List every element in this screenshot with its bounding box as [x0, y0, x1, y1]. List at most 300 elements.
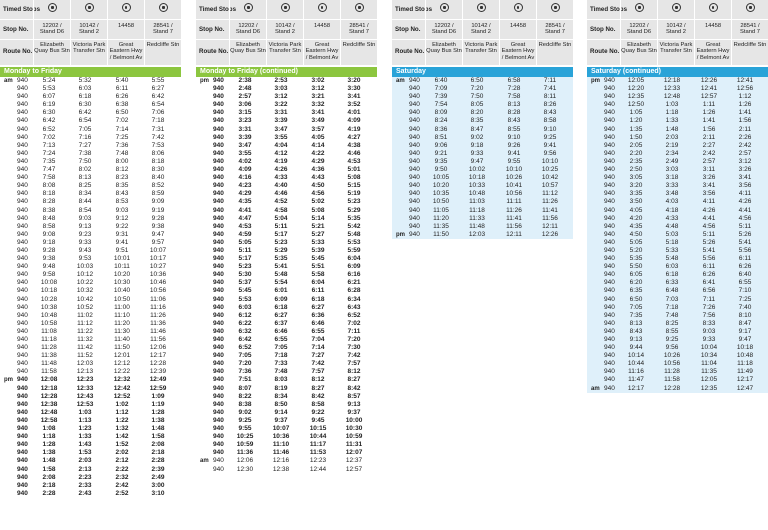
- stop-numbers: [229, 20, 377, 39]
- departure-time: 6:05: [629, 271, 643, 279]
- departure-time: 9:25: [665, 336, 679, 343]
- departure-time: 5:03: [665, 230, 679, 238]
- departure-time: 11:35: [433, 222, 449, 230]
- table-row: [0, 255, 181, 263]
- departure-time: 3:11: [702, 166, 716, 174]
- route-number: 940: [17, 416, 28, 424]
- departure-time: 12:47: [736, 384, 754, 392]
- departure-time: 2:28: [151, 457, 165, 465]
- departure-time: 11:08: [41, 327, 57, 335]
- departure-time: 11:48: [469, 222, 485, 230]
- departure-time: 1:53: [78, 449, 92, 457]
- departure-time: 11:52: [77, 352, 93, 360]
- route-number: 940: [17, 133, 28, 141]
- departure-time: 9:17: [738, 327, 752, 335]
- departure-time: 1:28: [151, 408, 165, 416]
- departure-time: 1:12: [738, 93, 752, 101]
- departure-time: 12:03: [76, 360, 94, 368]
- departure-time: 5:33: [665, 246, 679, 254]
- departure-time: 12:26: [541, 230, 559, 238]
- departure-time: 6:27: [274, 311, 288, 319]
- departure-time: 1:18: [665, 109, 679, 117]
- departure-time: 5:24: [42, 77, 56, 84]
- departure-time: 11:26: [150, 311, 166, 319]
- stop-icon-cell: [657, 0, 694, 19]
- departure-time: 7:26: [702, 303, 716, 311]
- stop-name: Redcliffe Stn: [731, 40, 768, 65]
- route-number: 940: [17, 222, 28, 230]
- stop-names: [620, 40, 768, 65]
- departure-time: 10:18: [40, 287, 58, 295]
- departure-time: 12:17: [627, 384, 645, 392]
- bus-stop-icon: [85, 3, 94, 12]
- route-number: 940: [604, 327, 615, 335]
- departure-time: 9:41: [507, 149, 521, 157]
- departure-time: 6:01: [274, 287, 288, 295]
- departure-time: 9:06: [434, 141, 448, 149]
- departure-time: 9:13: [78, 222, 92, 230]
- table-row: [196, 320, 377, 328]
- route-number: 940: [17, 327, 28, 335]
- departure-time: 6:52: [238, 344, 252, 352]
- route-number: 940: [17, 125, 28, 133]
- departure-time: 8:47: [470, 125, 484, 133]
- table-row: [392, 134, 573, 142]
- route-number: 940: [17, 433, 28, 441]
- table-row: [0, 150, 181, 158]
- stop-name: Victoria Park Transfer Stn: [462, 40, 499, 65]
- departure-time: 10:59: [345, 433, 363, 441]
- departure-time: 9:56: [543, 149, 557, 157]
- route-number: 940: [17, 481, 28, 489]
- timetable-panel: [196, 0, 377, 530]
- departure-time: 11:41: [542, 206, 558, 214]
- departure-time: 9:33: [78, 238, 92, 246]
- bus-stop-icon: [672, 3, 681, 12]
- stop-number: 12202 / Stand D6: [33, 20, 70, 39]
- departure-time: 9:44: [629, 344, 643, 352]
- departure-time: 7:48: [274, 368, 288, 376]
- table-row: [587, 296, 768, 304]
- departure-time: 4:26: [738, 198, 752, 206]
- departure-time: 5:11: [238, 246, 252, 254]
- route-number: 940: [17, 157, 28, 165]
- departure-time: 6:07: [42, 93, 56, 101]
- table-row: [0, 271, 181, 279]
- table-row: [0, 142, 181, 150]
- departure-time: 8:34: [78, 190, 92, 198]
- route-number: 940: [213, 400, 224, 408]
- departure-time: 9:47: [738, 336, 752, 343]
- departure-time: 8:28: [42, 198, 56, 206]
- departure-time: 8:44: [78, 198, 92, 206]
- departure-time: 11:28: [41, 344, 57, 352]
- route-number: 940: [17, 473, 28, 481]
- departure-time: 1:50: [629, 133, 643, 141]
- departure-time: 11:38: [41, 352, 57, 360]
- departure-time: 6:04: [347, 255, 361, 263]
- departure-time: 5:54: [274, 279, 288, 287]
- timed-stop-icon: [709, 3, 718, 12]
- route-number: 940: [17, 425, 28, 433]
- departure-time: 3:15: [238, 109, 252, 117]
- stop-icon-cell: [144, 0, 181, 19]
- departure-time: 5:59: [347, 246, 361, 254]
- table-row: [196, 134, 377, 142]
- departure-time: 1:12: [115, 408, 129, 416]
- departure-time: 9:43: [78, 246, 92, 254]
- table-row: [587, 190, 768, 198]
- departure-time: 4:47: [238, 214, 252, 222]
- table-row: [0, 190, 181, 198]
- departure-time: 10:10: [541, 157, 559, 165]
- departure-time: 10:18: [468, 174, 486, 182]
- departure-time: 7:58: [507, 93, 521, 101]
- departure-time: 11:35: [701, 368, 717, 376]
- table-row: [392, 223, 573, 231]
- departure-time: 9:02: [238, 408, 252, 416]
- departure-time: 2:20: [629, 149, 643, 157]
- route-number: 940: [604, 238, 615, 246]
- route-number: 940: [17, 93, 28, 101]
- route-number: 940: [409, 206, 420, 214]
- departure-time: 6:18: [274, 303, 288, 311]
- period-label: pm: [396, 231, 405, 238]
- departure-time: 9:35: [434, 157, 448, 165]
- period-label: pm: [4, 377, 13, 384]
- table-row: [0, 449, 181, 457]
- departure-time: 4:09: [347, 117, 361, 125]
- table-row: [196, 126, 377, 134]
- table-row: [587, 271, 768, 279]
- table-row: [0, 109, 181, 117]
- route-number: 940: [213, 77, 224, 84]
- departure-time: 7:14: [311, 344, 325, 352]
- stop-icon-cell: [303, 0, 340, 19]
- table-row: [587, 150, 768, 158]
- departure-time: 10:20: [113, 271, 131, 279]
- route-number: 940: [213, 174, 224, 182]
- departure-time: 8:55: [665, 327, 679, 335]
- departure-time: 5:23: [347, 198, 361, 206]
- departure-time: 5:55: [151, 77, 165, 84]
- departure-time: 1:38: [151, 416, 165, 424]
- departure-time: 8:34: [274, 392, 288, 400]
- departure-time: 10:07: [272, 425, 290, 433]
- table-row: [587, 352, 768, 360]
- table-row: [196, 231, 377, 239]
- departure-time: 3:32: [311, 101, 325, 109]
- route-number: 940: [17, 303, 28, 311]
- table-row: [196, 142, 377, 150]
- departure-time: 7:18: [274, 352, 288, 360]
- departure-time: 8:57: [347, 392, 361, 400]
- table-row: [0, 474, 181, 482]
- departure-time: 5:29: [347, 206, 361, 214]
- table-row: [0, 158, 181, 166]
- departure-time: 7:13: [42, 141, 56, 149]
- departure-time: 9:55: [507, 157, 521, 165]
- departure-time: 1:09: [151, 392, 165, 400]
- route-number: 940: [604, 109, 615, 117]
- route-number: 940: [17, 465, 28, 473]
- stop-names: [33, 40, 181, 65]
- departure-time: 3:02: [311, 77, 325, 84]
- departure-time: 1:22: [115, 416, 129, 424]
- departure-time: 4:41: [238, 206, 252, 214]
- route-number: 940: [604, 85, 615, 93]
- table-row: [587, 198, 768, 206]
- route-number: 940: [17, 400, 28, 408]
- route-number: 940: [604, 117, 615, 125]
- route-number: 940: [17, 360, 28, 368]
- departure-time: 2:35: [629, 157, 643, 165]
- departure-time: 5:23: [238, 263, 252, 271]
- table-row: [0, 117, 181, 125]
- departure-time: 10:38: [40, 303, 58, 311]
- departure-time: 3:18: [665, 174, 679, 182]
- stop-name: Great Eastern Hwy / Belmont Av: [107, 40, 144, 65]
- departure-time: 4:46: [274, 190, 288, 198]
- departure-time: 12:49: [149, 376, 167, 384]
- departure-time: 5:11: [702, 230, 716, 238]
- route-number: 940: [213, 263, 224, 271]
- departure-time: 11:12: [77, 319, 93, 327]
- route-number: 940: [409, 198, 420, 206]
- timed-stops-label: Timed Stops: [395, 6, 433, 13]
- departure-time: 7:54: [434, 101, 448, 109]
- departure-time: 11:17: [309, 441, 327, 449]
- departure-time: 2:42: [115, 481, 129, 489]
- departure-time: 6:20: [629, 279, 643, 287]
- departure-time: 12:56: [736, 85, 754, 93]
- departure-time: 2:43: [78, 489, 92, 497]
- departure-time: 4:41: [738, 206, 752, 214]
- departure-time: 4:56: [702, 222, 716, 230]
- departure-time: 3:23: [238, 117, 252, 125]
- route-number: 940: [213, 271, 224, 279]
- period-label: am: [200, 458, 209, 465]
- departure-time: 11:20: [114, 319, 130, 327]
- stop-numbers: [33, 20, 181, 39]
- departure-time: 7:53: [151, 141, 165, 149]
- departure-time: 8:47: [738, 319, 752, 327]
- departure-time: 6:03: [238, 303, 252, 311]
- departure-time: 12:38: [40, 400, 58, 408]
- departure-time: 8:27: [311, 384, 325, 392]
- stop-icon-cell: [340, 0, 377, 19]
- departure-time: 11:03: [469, 198, 485, 206]
- table-row: [392, 109, 573, 117]
- departure-time: 6:50: [470, 77, 484, 84]
- departure-time: 11:42: [77, 344, 93, 352]
- departure-time: 5:27: [311, 230, 325, 238]
- departure-time: 4:19: [347, 125, 361, 133]
- departure-time: 6:18: [665, 271, 679, 279]
- stop-icon-cell: [425, 0, 462, 19]
- departure-time: 3:41: [702, 182, 716, 190]
- departure-time: 10:33: [468, 182, 486, 190]
- departure-time: 3:12: [274, 93, 288, 101]
- stop-icons: [33, 0, 181, 19]
- table-row: [0, 401, 181, 409]
- departure-time: 7:57: [347, 360, 361, 368]
- bus-stop-icon: [551, 3, 560, 12]
- departure-time: 2:11: [738, 125, 752, 133]
- route-number: 940: [213, 238, 224, 246]
- departure-time: 7:40: [738, 303, 752, 311]
- departure-time: 3:55: [238, 149, 252, 157]
- departure-time: 7:36: [115, 141, 129, 149]
- departure-time: 8:12: [115, 166, 129, 174]
- departure-time: 2:42: [702, 149, 716, 157]
- table-row: [587, 360, 768, 368]
- departure-time: 12:48: [663, 93, 681, 101]
- departure-time: 11:48: [41, 360, 57, 368]
- departure-time: 1:41: [738, 109, 752, 117]
- table-row: [196, 239, 377, 247]
- departure-time: 11:10: [272, 441, 290, 449]
- table-row: [196, 360, 377, 368]
- departure-time: 3:55: [274, 133, 288, 141]
- table-row: [196, 150, 377, 158]
- route-number: 940: [409, 85, 420, 93]
- table-row: [196, 255, 377, 263]
- departure-time: 9:22: [311, 408, 325, 416]
- stop-name: Redcliffe Stn: [144, 40, 181, 65]
- departure-time: 12:11: [506, 230, 522, 238]
- table-row: [196, 385, 377, 393]
- table-row: [392, 93, 573, 101]
- departure-time: 6:27: [311, 303, 325, 311]
- departure-time: 6:12: [238, 311, 252, 319]
- bus-stop-icon: [281, 3, 290, 12]
- departure-time: 4:43: [311, 174, 325, 182]
- route-number: 940: [604, 230, 615, 238]
- stop-name: Elizabeth Quay Bus Stn: [229, 40, 266, 65]
- table-row: [587, 215, 768, 223]
- departure-time: 7:09: [434, 85, 448, 93]
- timed-stops-row: [0, 0, 181, 20]
- departure-time: 9:48: [42, 263, 56, 271]
- departure-time: 12:30: [236, 465, 254, 473]
- departure-time: 6:52: [42, 125, 56, 133]
- stop-number: 14458: [499, 20, 536, 39]
- departure-time: 5:18: [665, 238, 679, 246]
- stop-name: Elizabeth Quay Bus Stn: [425, 40, 462, 65]
- departure-time: 12:18: [663, 77, 681, 84]
- route-number: 940: [213, 457, 224, 465]
- departure-time: 2:42: [738, 141, 752, 149]
- stop-name: Redcliffe Stn: [536, 40, 573, 65]
- route-number: 940: [17, 230, 28, 238]
- route-number: 940: [604, 141, 615, 149]
- departure-time: 1:13: [78, 416, 92, 424]
- departure-time: 7:18: [151, 117, 165, 125]
- table-row: [392, 182, 573, 190]
- route-number: 940: [604, 77, 615, 84]
- route-number: 940: [604, 255, 615, 263]
- departure-time: 11:58: [41, 368, 57, 376]
- departure-time: 4:27: [347, 133, 361, 141]
- departure-time: 9:33: [470, 149, 484, 157]
- departure-time: 3:03: [665, 166, 679, 174]
- route-number: 940: [17, 319, 28, 327]
- departure-time: 6:03: [665, 263, 679, 271]
- route-number: 940: [213, 327, 224, 335]
- period-label: am: [396, 78, 405, 84]
- departure-time: 11:16: [628, 368, 644, 376]
- departure-time: 9:28: [151, 214, 165, 222]
- departure-time: 4:40: [274, 182, 288, 190]
- departure-time: 3:41: [738, 174, 752, 182]
- departure-time: 10:59: [236, 441, 254, 449]
- route-number: 940: [604, 214, 615, 222]
- departure-time: 12:28: [149, 360, 167, 368]
- table-row: [196, 158, 377, 166]
- route-number: 940: [409, 174, 420, 182]
- departure-time: 9:38: [42, 255, 56, 263]
- table-row: [196, 368, 377, 376]
- departure-time: 10:56: [663, 360, 681, 368]
- table-row: [196, 77, 377, 85]
- departure-time: 8:26: [543, 101, 557, 109]
- route-number: 940: [17, 263, 28, 271]
- departure-time: 10:50: [113, 295, 131, 303]
- departure-time: 1:48: [42, 457, 56, 465]
- departure-time: 11:40: [114, 336, 130, 343]
- departure-time: 12:43: [76, 392, 94, 400]
- table-row: [0, 336, 181, 344]
- departure-time: 5:11: [274, 222, 288, 230]
- table-row: [196, 223, 377, 231]
- departure-time: 6:09: [274, 295, 288, 303]
- departure-time: 8:25: [78, 182, 92, 190]
- departure-time: 7:11: [347, 327, 361, 335]
- departure-time: 1:56: [738, 117, 752, 125]
- departure-time: 2:33: [78, 481, 92, 489]
- route-number: 940: [213, 117, 224, 125]
- departure-time: 8:58: [543, 117, 557, 125]
- departure-time: 9:14: [274, 408, 288, 416]
- departure-time: 9:58: [42, 271, 56, 279]
- departure-time: 11:06: [150, 295, 166, 303]
- departure-time: 3:47: [274, 125, 288, 133]
- table-row: [587, 93, 768, 101]
- departure-time: 4:26: [274, 166, 288, 174]
- departure-time: 10:10: [505, 166, 523, 174]
- departure-time: 10:14: [627, 352, 645, 360]
- bus-stop-icon: [48, 3, 57, 12]
- route-number: 940: [213, 392, 224, 400]
- departure-time: 3:39: [238, 133, 252, 141]
- departure-time: 12:53: [76, 400, 94, 408]
- departure-time: 11:53: [309, 449, 327, 457]
- departure-time: 9:21: [434, 149, 448, 157]
- table-row: [587, 247, 768, 255]
- departure-time: 6:55: [738, 279, 752, 287]
- departure-time: 6:55: [311, 327, 325, 335]
- departure-time: 9:33: [702, 336, 716, 343]
- table-row: [0, 368, 181, 376]
- table-row: [0, 239, 181, 247]
- route-number: 940: [17, 85, 28, 93]
- route-no-label: Route No.: [590, 48, 620, 55]
- departure-time: 2:52: [115, 489, 129, 497]
- departure-time: 12:50: [627, 101, 645, 109]
- route-number: 940: [604, 190, 615, 198]
- route-number: 940: [409, 214, 420, 222]
